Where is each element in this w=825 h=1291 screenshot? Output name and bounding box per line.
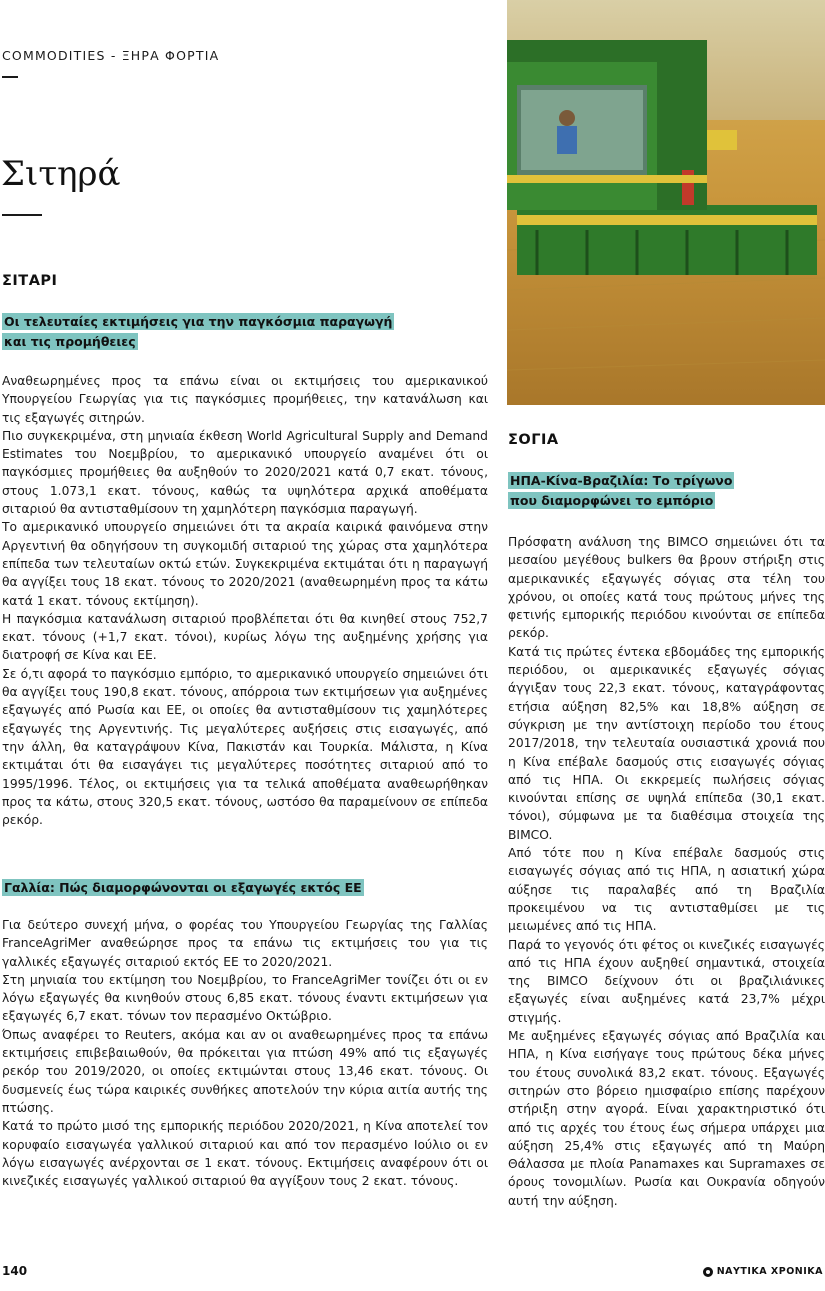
highlight-text: Οι τελευταίες εκτιμήσεις για την παγκόσμια παραγωγή και τις προμήθειες xyxy=(4,314,393,349)
soy-body xyxy=(508,533,825,1210)
paragraph: Στη μηνιαία του εκτίμηση του Νοεμβρίου, το FranceAgriMer τονίζει ότι οι εν λόγω εξαγωγές θα κινηθούν στους 6,85 εκατ. τόνους έναντι εκτιμήσεων για εξαγωγές 6,7 εκατ. τόνων τον περασμένο Οκτώβριο. xyxy=(2,972,488,1024)
paragraph: Πιο συγκεκριμένα, στη μηνιαία έκθεση World Agricultural Supply and Demand Estimates του Νοεμβρίου, το αμερικανικό υπουργείο αναμένει ότι οι παγκόσμιες προμήθειες θα αυξηθούν το 2020/2021 κατά 0,7 εκατ. τόνους, στους 1.073,1 εκατ. τόνους, καθώς τα υψηλότερα αρχικά αποθέματα σιταριού θα αντισταθμίσουν τη χαμηλότερη παγκόσμια παραγωγή. xyxy=(2,428,488,517)
footer-brand xyxy=(703,1266,823,1277)
wheat-body-2 xyxy=(2,916,488,1190)
wheat-highlight-2 xyxy=(2,877,482,897)
paragraph: Το αμερικανικό υπουργείο σημειώνει ότι τα ακραία καιρικά φαινόμενα στην Αργεντινή θα οδηγήσουν τη συγκομιδή σιταριού της χώρας στα χαμηλότερα επίπεδα των τελευταίων οκτώ ετών. Συγκεκριμένα εκτιμάται ότι η παραγωγή θα αγγίξει τους 18 εκατ. τόνους το 2020/2021 (αναθεωρημένη προς τα κάτω κατά 1 εκατ. τόνους εκτίμηση). xyxy=(2,520,488,608)
wheat-highlight-1 xyxy=(2,311,397,351)
paragraph: Η παγκόσμια κατανάλωση σιταριού προβλέπεται ότι θα κινηθεί στους 752,7 εκατ. τόνους (+1,7 εκατ. τόνοι), κυρίως λόγω της αυξημένης χρήσης για διατροφή σε Κίνα και ΕΕ. xyxy=(2,611,488,663)
page-title: Σιτηρά xyxy=(1,154,121,194)
wheat-heading: ΣΙΤΑΡΙ xyxy=(2,273,58,289)
paragraph: Αναθεωρημένες προς τα επάνω είναι οι εκτιμήσεις του αμερικανικού Υπουργείου Γεωργίας για τις παγκόσμιες προμήθειες, την κατανάλωση και τις εξαγωγές σιτηρών. xyxy=(2,374,488,425)
section-divider xyxy=(2,76,18,78)
paragraph: Σε ό,τι αφορά το παγκόσμιο εμπόριο, το αμερικανικό υπουργείο σημειώνει ότι θα αγγίξει τους 190,8 εκατ. τόνους, απόρροια των εκτιμήσεων για αυξημένες εξαγωγές από Ρωσία και ΕΕ, οι οποίες θα αντισταθμίσουν τις χαμηλότερες εξαγωγές της Αργεντινής. Τις μεγαλύτερες αυξήσεις στις εισαγωγές, από την άλλη, θα καταγράψουν Κίνα, Πακιστάν και Τουρκία. Μάλιστα, η Κίνα εκτιμάται ότι θα εισαγάγει τις μεγαλύτερες ποσότητες σιταριού από το 1995/1996. Τέλος, οι εκτιμήσεις για τα τελικά αποθέματα αναθεωρήθηκαν προς τα κάτω, στους 320,5 εκατ. τόνους, ωστόσο θα παραμείνουν σε επίπεδα ρεκόρ. xyxy=(2,666,488,828)
title-divider xyxy=(2,214,42,216)
soy-highlight xyxy=(508,470,748,510)
highlight-text: ΗΠΑ-Κίνα-Βραζιλία: Το τρίγωνο που διαμορφώνει το εμπόριο xyxy=(510,473,733,508)
page-number: 140 xyxy=(2,1264,28,1278)
wheat-body-1 xyxy=(2,372,488,829)
brand-name: ΝΑΥΤΙΚΑ ΧΡΟΝΙΚΑ xyxy=(716,1266,823,1277)
section-label: COMMODITIES - ΞΗΡΑ ΦΟΡΤΙΑ xyxy=(2,48,220,63)
paragraph: Παρά το γεγονός ότι φέτος οι κινεζικές εισαγωγές από τις ΗΠΑ έχουν αυξηθεί σημαντικά, στοιχεία της BIMCO δείχνουν ότι οι βραζιλιάνικες εξαγωγές είναι αυξημένες κατά 23,7% μέχρι στιγμής. xyxy=(508,937,825,1025)
paragraph: Για δεύτερο συνεχή μήνα, ο φορέας του Υπουργείου Γεωργίας της Γαλλίας FranceAgriMer αναθεώρησε προς τα επάνω τις εκτιμήσεις του για τις γαλλικές εξαγωγές σιταριού εκτός ΕΕ το 2020/2021. xyxy=(2,918,488,969)
paragraph: Κατά το πρώτο μισό της εμπορικής περιόδου 2020/2021, η Κίνα αποτελεί τον κορυφαίο εισαγωγέα γαλλικού σιταριού και από τον περασμένο Ιούλιο οι εν λόγω εισαγωγές ανέρχονται σε 1 εκατ. τόνους. Εκτιμήσεις αναφέρουν ότι οι κινεζικές εισαγωγές γαλλικού σιταριού θα αγγίξουν τους 2 εκατ. τόνους. xyxy=(2,1119,488,1189)
paragraph: Από τότε που η Κίνα επέβαλε δασμούς στις εισαγωγές σόγιας από τις ΗΠΑ, η ασιατική χώρα αύξησε τις παραλαβές από τη Βραζιλία προκειμένου να τις αντισταθμίσει με τις μειωμένες από τις ΗΠΑ. xyxy=(508,846,825,934)
soy-heading: ΣΟΓΙΑ xyxy=(508,432,559,448)
highlight-text: Γαλλία: Πώς διαμορφώνονται οι εξαγωγές εκτός ΕΕ xyxy=(4,880,362,895)
paragraph: Όπως αναφέρει το Reuters, ακόμα και αν οι αναθεωρημένες προς τα επάνω εκτιμήσεις επιβεβαιωθούν, θα πρόκειται για πτώση 49% από τις εξαγωγές ρεκόρ του 2019/2020, οι οποίες εκτιμώνται στους 13,46 εκατ. τόνους. Οι δυσμενείς έως τώρα καιρικές συνθήκες αποτελούν την κύρια αιτία αυτής της πτώσης. xyxy=(2,1027,488,1115)
paragraph: Πρόσφατη ανάλυση της BIMCO σημειώνει ότι τα μεσαίου μεγέθους bulkers θα βρουν στήριξη στις αμερικανικές εξαγωγές σόγιας στα τέλη του χρόνου, οι οποίες κατά τους πρώτους μήνες της φετινής εμπορικής περιόδου κινούνται σε επίπεδα ρεκόρ. xyxy=(508,535,825,641)
paragraph: Με αυξημένες εξαγωγές σόγιας από Βραζιλία και ΗΠΑ, η Κίνα εισήγαγε τους πρώτους δέκα μήνες του έτους συνολικά 83,2 εκατ. τόνους. Εξαγωγές σιτηρών στο βόρειο ημισφαίριο επίσης παρέχουν στήριξη στην αγορά. Είναι χαρακτηριστικό ότι από τις αρχές του έτους έως σήμερα υπάρχει μια αύξηση 25,4% στις εξαγωγές από τη Μαύρη Θάλασσα με πλοία Panamaxes και Supramaxes σε όρους τονομιλίων. Ρωσία και Ουκρανία οδηγούν αυτή την αύξηση. xyxy=(508,1029,825,1208)
paragraph: Κατά τις πρώτες έντεκα εβδομάδες της εμπορικής περιόδου, οι αμερικανικές εξαγωγές σόγιας άγγιξαν τους 22,3 εκατ. τόνους, καταγράφοντας ετήσια αύξηση 82,5% και 18,8% αύξηση σε σύγκριση με την αντίστοιχη περίοδο του έτους 2017/2018, την τελευταία ουσιαστικά χρονιά που η Κίνα επέβαλε δασμούς στις εισαγωγές σόγιας από τις ΗΠΑ. Οι εκκρεμείς πωλήσεις σόγιας κινούνται επίσης σε υψηλά επίπεδα (30,1 εκατ. τόνοι), σύμφωνα με τα διαθέσιμα στοιχεία της BIMCO. xyxy=(508,644,825,842)
combine-harvester-photo xyxy=(507,0,825,405)
brand-logo-icon xyxy=(703,1267,713,1277)
